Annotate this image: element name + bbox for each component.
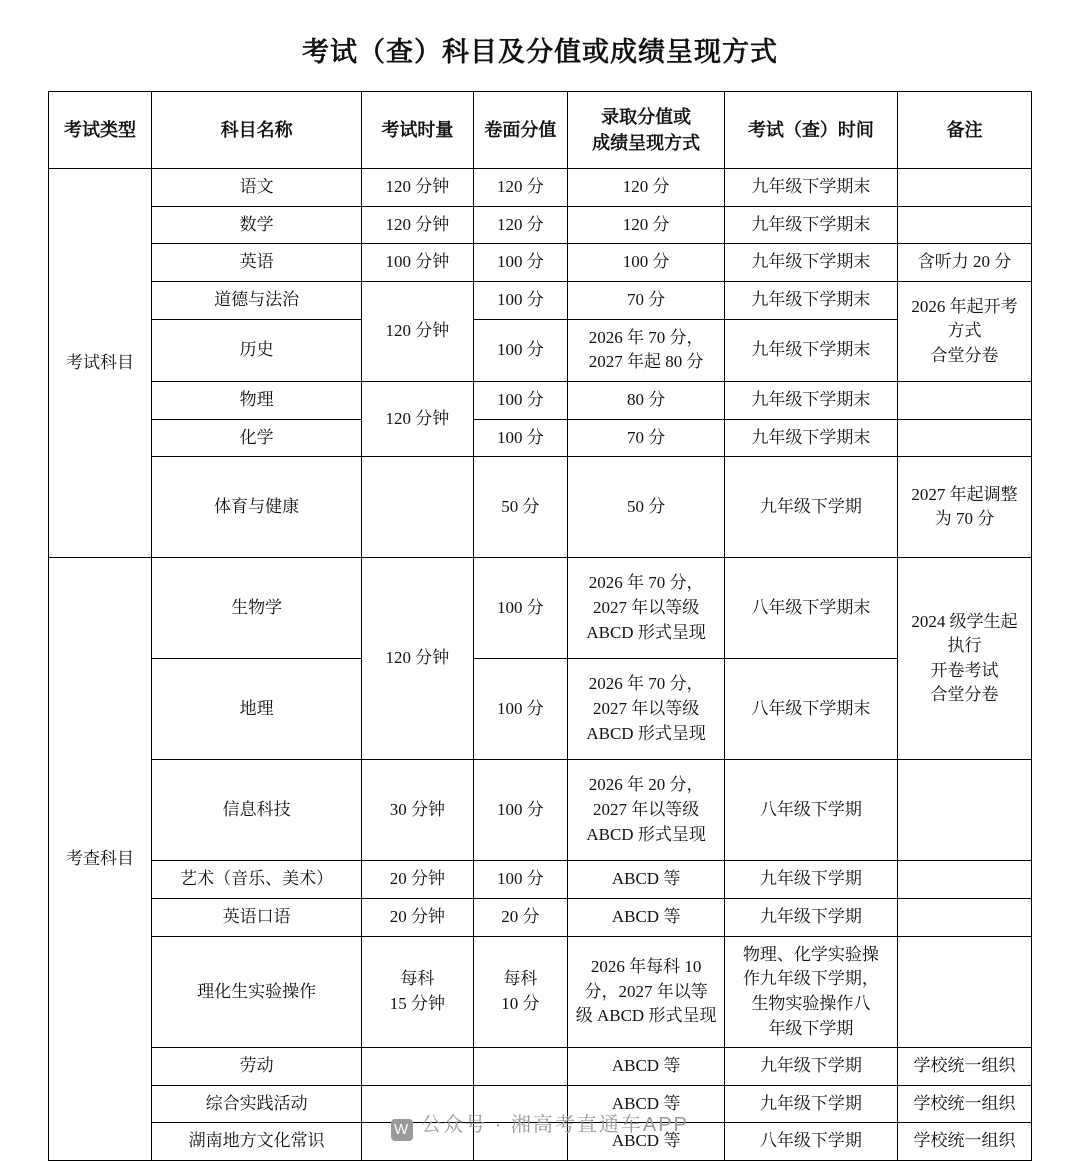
header-exam-time: 考试（查）时间 — [724, 92, 897, 169]
exam-subjects-table — [48, 91, 1032, 1161]
note-line: 2027 年起调整 — [911, 484, 1018, 504]
exam-time-line: 八年级下学期 — [759, 799, 862, 819]
subject-paper-score — [473, 1085, 568, 1123]
subject-name: 地理 — [152, 659, 362, 760]
score-mode-line: 2027 年起 80 分 — [588, 352, 704, 372]
subject-score-mode — [568, 659, 725, 760]
subject-duration — [362, 936, 473, 1048]
subject-duration: 30 分钟 — [362, 760, 473, 861]
score-mode-line: 80 分 — [626, 390, 666, 410]
note-line: 合堂分卷 — [930, 685, 999, 705]
subject-duration — [362, 1085, 473, 1123]
note-line: 学校统一组织 — [913, 1056, 1016, 1076]
subject-exam-time — [724, 282, 897, 320]
duration-line: 每科 — [400, 969, 435, 989]
table-row — [49, 244, 1032, 282]
table-row — [49, 169, 1032, 207]
table-row — [49, 760, 1032, 861]
subject-paper-score: 100 分 — [473, 659, 568, 760]
score-mode-line: ABCD 形式呈现 — [586, 622, 706, 642]
table-row — [49, 457, 1032, 558]
header-subject-name: 科目名称 — [152, 92, 362, 169]
subject-name: 历史 — [152, 319, 362, 381]
subject-duration: 120 分钟 — [362, 169, 473, 207]
table-row — [49, 419, 1032, 457]
note-line: 2026 年起开考 — [911, 296, 1018, 316]
duration-line: 15 分钟 — [389, 993, 445, 1013]
header-score-mode-line1: 录取分值或 — [601, 107, 692, 127]
table-body — [49, 169, 1032, 1161]
score-mode-line: 2026 年 20 分， — [588, 775, 704, 795]
subject-paper-score: 100 分 — [473, 861, 568, 899]
subject-score-mode — [568, 419, 725, 457]
table-row — [49, 659, 1032, 760]
subject-duration: 20 分钟 — [362, 898, 473, 936]
subject-name: 英语口语 — [152, 898, 362, 936]
table-row — [49, 861, 1032, 899]
subject-name: 英语 — [152, 244, 362, 282]
exam-time-line: 八年级下学期末 — [751, 597, 871, 617]
subject-note — [897, 558, 1031, 760]
subject-note — [897, 936, 1031, 1048]
score-mode-line: 2026 年每科 10 — [590, 956, 702, 976]
exam-time-line: 九年级下学期 — [759, 869, 862, 889]
exam-time-line: 生物实验操作八 — [751, 993, 871, 1013]
subject-note — [897, 1123, 1031, 1161]
subject-duration — [362, 1123, 473, 1161]
exam-time-line: 九年级下学期末 — [751, 177, 871, 197]
exam-time-line: 九年级下学期 — [759, 906, 862, 926]
score-mode-line: 70 分 — [626, 427, 666, 447]
score-mode-line: ABCD 等 — [611, 906, 681, 926]
subject-paper-score: 120 分 — [473, 169, 568, 207]
subject-duration: 20 分钟 — [362, 861, 473, 899]
score-mode-line: 100 分 — [622, 252, 670, 272]
subject-paper-score: 100 分 — [473, 760, 568, 861]
subject-note — [897, 169, 1031, 207]
score-mode-line: 级 ABCD 形式呈现 — [575, 1006, 717, 1026]
subject-exam-time — [724, 457, 897, 558]
note-line: 2024 级学生起 — [911, 611, 1018, 631]
subject-name: 数学 — [152, 206, 362, 244]
subject-paper-score: 100 分 — [473, 244, 568, 282]
subject-duration: 120 分钟 — [362, 558, 473, 760]
table-row — [49, 206, 1032, 244]
score-mode-line: 2026 年 70 分， — [588, 573, 704, 593]
subject-paper-score: 100 分 — [473, 282, 568, 320]
exam-time-line: 八年级下学期末 — [751, 698, 871, 718]
exam-time-line: 八年级下学期 — [759, 1131, 862, 1151]
paper-score-line: 10 分 — [501, 993, 540, 1013]
subject-duration: 120 分钟 — [362, 206, 473, 244]
subject-name: 道德与法治 — [152, 282, 362, 320]
group-type-exam: 考试科目 — [49, 169, 152, 558]
subject-score-mode — [568, 457, 725, 558]
header-note: 备注 — [897, 92, 1031, 169]
score-mode-line: 120 分 — [622, 214, 670, 234]
subject-note — [897, 898, 1031, 936]
note-line: 学校统一组织 — [913, 1093, 1016, 1113]
subject-name: 艺术（音乐、美术） — [152, 861, 362, 899]
subject-score-mode — [568, 1048, 725, 1086]
subject-note — [897, 382, 1031, 420]
subject-score-mode — [568, 1085, 725, 1123]
page-title: 考试（查）科目及分值或成绩呈现方式 — [302, 37, 778, 67]
subject-name: 体育与健康 — [152, 457, 362, 558]
group-type-assess: 考查科目 — [49, 558, 152, 1161]
subject-duration — [362, 1048, 473, 1086]
subject-paper-score — [473, 1048, 568, 1086]
subject-note — [897, 282, 1031, 382]
score-mode-line: ABCD 等 — [611, 1093, 681, 1113]
note-line: 开卷考试 — [930, 660, 999, 680]
subject-score-mode — [568, 282, 725, 320]
subject-paper-score: 50 分 — [473, 457, 568, 558]
table-row — [49, 1123, 1032, 1161]
note-line: 合堂分卷 — [930, 345, 999, 365]
subject-paper-score: 120 分 — [473, 206, 568, 244]
subject-exam-time — [724, 898, 897, 936]
score-mode-line: 70 分 — [626, 290, 666, 310]
subject-note — [897, 1085, 1031, 1123]
subject-score-mode — [568, 1123, 725, 1161]
score-mode-line: 2027 年以等级 — [592, 799, 700, 819]
table-row — [49, 1048, 1032, 1086]
subject-exam-time — [724, 936, 897, 1048]
subject-paper-score — [473, 1123, 568, 1161]
exam-time-line: 九年级下学期末 — [751, 252, 871, 272]
score-mode-line: ABCD 形式呈现 — [586, 723, 706, 743]
wechat-icon: W — [391, 1119, 413, 1141]
header-score-mode — [568, 92, 725, 169]
exam-time-line: 九年级下学期末 — [751, 340, 871, 360]
exam-time-line: 九年级下学期 — [759, 1056, 862, 1076]
note-line: 含听力 20 分 — [917, 252, 1012, 272]
subject-exam-time — [724, 861, 897, 899]
subject-score-mode — [568, 861, 725, 899]
subject-paper-score: 100 分 — [473, 558, 568, 659]
subject-exam-time — [724, 659, 897, 760]
table-row — [49, 319, 1032, 381]
subject-note — [897, 419, 1031, 457]
subject-duration: 100 分钟 — [362, 244, 473, 282]
score-mode-line: 2027 年以等级 — [592, 597, 700, 617]
score-mode-line: ABCD 等 — [611, 1056, 681, 1076]
note-line: 为 70 分 — [934, 509, 995, 529]
score-mode-line: 分，2027 年以等 — [584, 981, 708, 1001]
exam-time-line: 作九年级下学期， — [742, 969, 879, 989]
subject-score-mode — [568, 898, 725, 936]
exam-time-line: 九年级下学期末 — [751, 390, 871, 410]
subject-name: 物理 — [152, 382, 362, 420]
note-line: 方式 — [947, 321, 982, 341]
score-mode-line: 2027 年以等级 — [592, 698, 700, 718]
subject-score-mode — [568, 244, 725, 282]
subject-score-mode — [568, 382, 725, 420]
watermark-text: 公众号 · 湘高考直通车APP — [421, 1114, 689, 1136]
exam-time-line: 九年级下学期 — [759, 1093, 862, 1113]
subject-note — [897, 244, 1031, 282]
subject-score-mode — [568, 558, 725, 659]
table-row — [49, 282, 1032, 320]
header-duration: 考试时量 — [362, 92, 473, 169]
subject-duration: 120 分钟 — [362, 382, 473, 457]
subject-exam-time — [724, 558, 897, 659]
subject-paper-score: 100 分 — [473, 382, 568, 420]
subject-exam-time — [724, 1048, 897, 1086]
table-row — [49, 558, 1032, 659]
subject-exam-time — [724, 206, 897, 244]
subject-duration: 120 分钟 — [362, 282, 473, 382]
score-mode-line: 2026 年 70 分， — [588, 327, 704, 347]
score-mode-line: ABCD 形式呈现 — [586, 824, 706, 844]
paper-score-line: 每科 — [503, 969, 538, 989]
subject-score-mode — [568, 169, 725, 207]
subject-name: 生物学 — [152, 558, 362, 659]
subject-exam-time — [724, 244, 897, 282]
table-header — [49, 92, 1032, 169]
subject-paper-score: 100 分 — [473, 419, 568, 457]
exam-time-line: 年级下学期 — [768, 1018, 854, 1038]
exam-time-line: 物理、化学实验操 — [742, 944, 879, 964]
subject-paper-score: 20 分 — [473, 898, 568, 936]
subject-note — [897, 861, 1031, 899]
subject-duration — [362, 457, 473, 558]
subject-exam-time — [724, 760, 897, 861]
subject-score-mode — [568, 936, 725, 1048]
subject-note — [897, 457, 1031, 558]
subject-exam-time — [724, 169, 897, 207]
exam-time-line: 九年级下学期末 — [751, 427, 871, 447]
note-line: 学校统一组织 — [913, 1131, 1016, 1151]
subject-name: 劳动 — [152, 1048, 362, 1086]
table-row — [49, 1085, 1032, 1123]
subject-exam-time — [724, 1085, 897, 1123]
subject-paper-score: 100 分 — [473, 319, 568, 381]
score-mode-line: 120 分 — [622, 177, 670, 197]
subject-name: 化学 — [152, 419, 362, 457]
header-exam-type: 考试类型 — [49, 92, 152, 169]
subject-note — [897, 760, 1031, 861]
exam-time-line: 九年级下学期 — [759, 496, 862, 516]
exam-time-line: 九年级下学期末 — [751, 214, 871, 234]
table-row — [49, 936, 1032, 1048]
subject-exam-time — [724, 382, 897, 420]
score-mode-line: ABCD 等 — [611, 1131, 681, 1151]
score-mode-line: 2026 年 70 分， — [588, 674, 704, 694]
table-header-row — [49, 92, 1032, 169]
score-mode-line: 50 分 — [626, 496, 666, 516]
subject-exam-time — [724, 1123, 897, 1161]
subject-exam-time — [724, 419, 897, 457]
subject-note — [897, 1048, 1031, 1086]
subject-name: 综合实践活动 — [152, 1085, 362, 1123]
header-score-mode-line2: 成绩呈现方式 — [592, 133, 701, 154]
subject-name: 湖南地方文化常识 — [152, 1123, 362, 1161]
score-mode-line: ABCD 等 — [611, 869, 681, 889]
subject-name: 信息科技 — [152, 760, 362, 861]
subject-name: 语文 — [152, 169, 362, 207]
table-row — [49, 382, 1032, 420]
exam-time-line: 九年级下学期末 — [751, 290, 871, 310]
header-paper-score: 卷面分值 — [473, 92, 568, 169]
subject-paper-score — [473, 936, 568, 1048]
subject-note — [897, 206, 1031, 244]
subject-exam-time — [724, 319, 897, 381]
subject-name: 理化生实验操作 — [152, 936, 362, 1048]
table-row — [49, 898, 1032, 936]
subject-score-mode — [568, 760, 725, 861]
note-line: 执行 — [947, 636, 982, 656]
subject-score-mode — [568, 319, 725, 381]
subject-score-mode — [568, 206, 725, 244]
